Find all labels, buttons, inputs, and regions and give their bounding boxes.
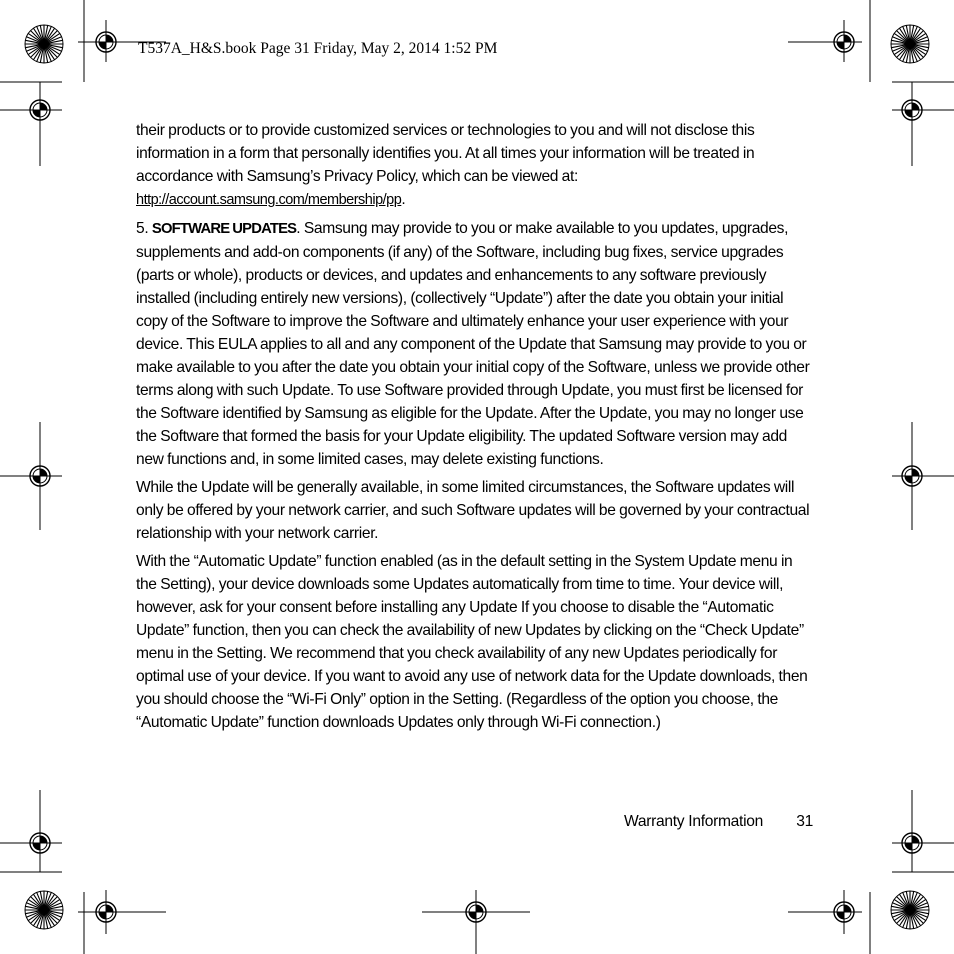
footer-section-title: Warranty Information: [623, 813, 763, 830]
privacy-policy-link[interactable]: http://account.samsung.com/membership/pp: [136, 192, 402, 208]
paragraph-privacy-end: .: [401, 191, 406, 208]
paragraph-carrier: While the Update will be generally available, in some limited circumstances, the Software updates will only be offered by your network carrier, and such Software updates will be governed by your contractual relationship with your network carrier.: [136, 479, 810, 542]
body-content: [136, 119, 816, 739]
paragraph-privacy: [136, 119, 816, 212]
section-number: 5.: [136, 220, 152, 237]
print-slug: T537A_H&S.book Page 31 Friday, May 2, 2014 1:52 PM: [138, 40, 498, 57]
section-heading: SOFTWARE UPDATES: [151, 221, 297, 237]
paragraph-software-updates: [136, 217, 816, 471]
paragraph-privacy-text: their products or to provide customized services or technologies to you and will not disclose this information in a form that personally identifies you. At all times your information will be treated in accordance with Samsung’s Privacy Policy, which can be viewed at:: [136, 122, 755, 185]
paragraph-automatic-update: With the “Automatic Update” function enabled (as in the default setting in the System Update menu in the Setting), your device downloads some Updates automatically from time to time. Your device will, however, ask for your consent before installing any Update If you choose to disable the “Automatic Update” function, then you can check the availability of new Updates by clicking on the “Check Update” menu in the Setting. We recommend that you check availability of any new Updates periodically for optimal use of your device. If you want to avoid any use of network data for the Update downloads, then you should choose the “Wi-Fi Only” option in the Setting. (Regardless of the option you choose, the “Automatic Update” function downloads Updates only through Wi-Fi connection.): [136, 553, 808, 731]
paragraph-software-updates-text: . Samsung may provide to you or make available to you updates, upgrades, supplements and add-on components (if any) of the Software, including bug fixes, service upgrades (parts or whole), products or devices, and updates and enhancements to any software previously installed (including entirely new versions), (collectively “Update”) after the date you obtain your initial copy of the Software to improve the Software and ultimately enhance your user experience with your device. This EULA applies to all and any component of the Update that Samsung may provide to you or make available to you after the date you obtain your initial copy of the Software, unless we provide other terms along with such Update. To use Software provided through Update, you must first be licensed for the Software identified by Samsung as eligible for the Update. After the Update, you may no longer use the Software that formed the basis for your Update eligibility. The updated Software version may add new functions and, in some limited cases, may delete existing functions.: [136, 220, 810, 468]
page-number: 31: [796, 813, 813, 830]
page-footer: [560, 813, 813, 835]
